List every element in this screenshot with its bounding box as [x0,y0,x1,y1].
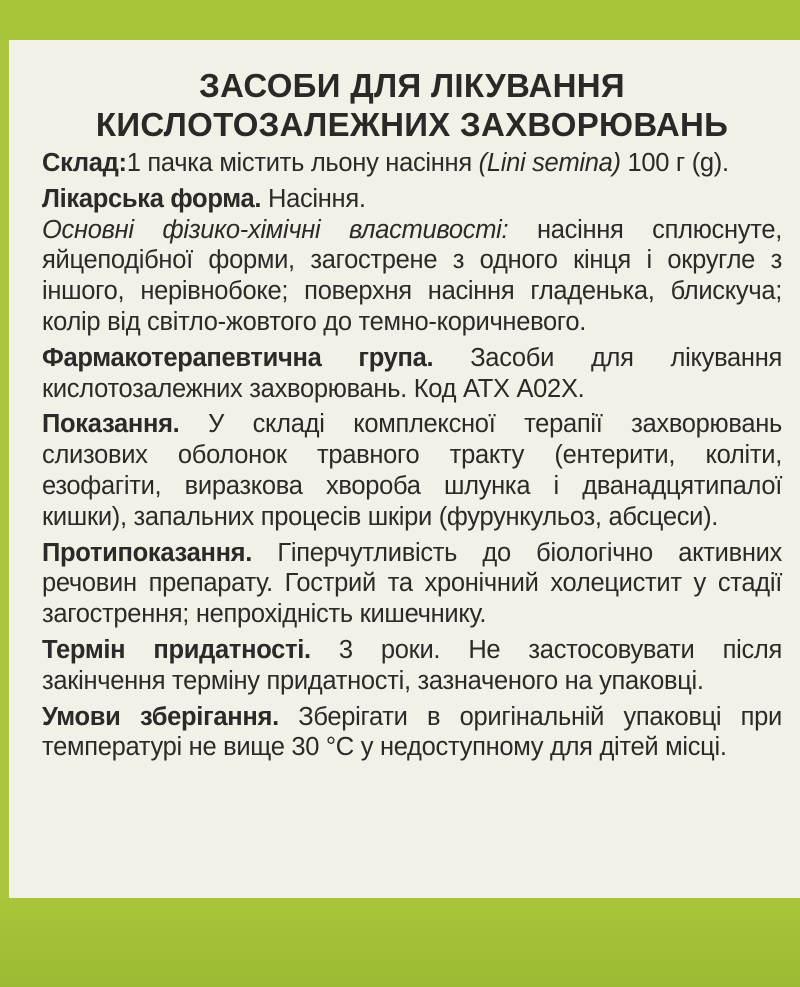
dosage-form-label: Лікарська форма. [42,184,262,213]
storage-label: Умови зберігання. [42,702,279,731]
title-line-2: КИСЛОТОЗАЛЕЖНИХ ЗАХВОРЮВАНЬ [95,106,729,143]
indications-section [42,409,782,532]
contraindications-text: Гіперчутливість до біологічно активних речовин препарату. Гострий та хронічний холецистит у стадії загострення; непрохідність кишечнику. [42,538,782,629]
properties-text: насіння сплюснуте, яйцеподібної форми, загострене з одного кінця і округле з іншого, нерівнобоке; поверхня насіння гладенька, блискуча; колір від світло-жовтого до темно-коричневого. [42,215,782,336]
page-title [42,66,782,144]
package-bottom-edge [0,898,800,987]
contraindications-section [42,538,782,630]
composition-text-after: 100 г (g). [620,149,729,177]
title-line-1: ЗАСОБИ ДЛЯ ЛІКУВАННЯ [199,67,625,104]
shelf-life-section [42,635,782,697]
indications-text: У складі комплексної терапії захворювань слизових оболонок травного тракту (ентерити, коліти, езофагіти, виразкова хвороба шлунка і дванадцятипалої кишки), запальних процесів шкіри (фурункульоз, абсцеси). [42,410,782,531]
shelf-life-label: Термін придатності. [42,635,311,664]
indications-label: Показання. [42,410,180,439]
dosage-form-section [42,184,782,338]
pharm-group-label: Фармакотерапевтична група. [42,343,434,372]
pharm-group-section [42,343,782,405]
package-top-edge [0,0,800,40]
pharm-group-text: Засоби для лікування кислотозалежних захворювань. Код АТХ А02Х. [42,343,782,403]
composition-section [42,148,782,179]
composition-text-before: 1 пачка містить льону насіння [126,149,479,177]
composition-label: Склад: [42,149,127,177]
contraindications-label: Протипоказання. [42,538,253,567]
composition-latin-name: (Lini semina) [478,149,621,177]
storage-text: Зберігати в оригінальній упаковці при температурі не вище 30 °С у недоступному для дітей місці. [42,702,782,762]
properties-label: Основні фізико-хімічні властивості: [42,215,509,244]
package-label [9,40,800,898]
storage-section [42,702,782,764]
dosage-form-text: Насіння. [261,184,366,213]
shelf-life-text: 3 роки. Не застосовувати після закінчення терміну придатності, зазначеного на упаковці. [42,635,782,695]
